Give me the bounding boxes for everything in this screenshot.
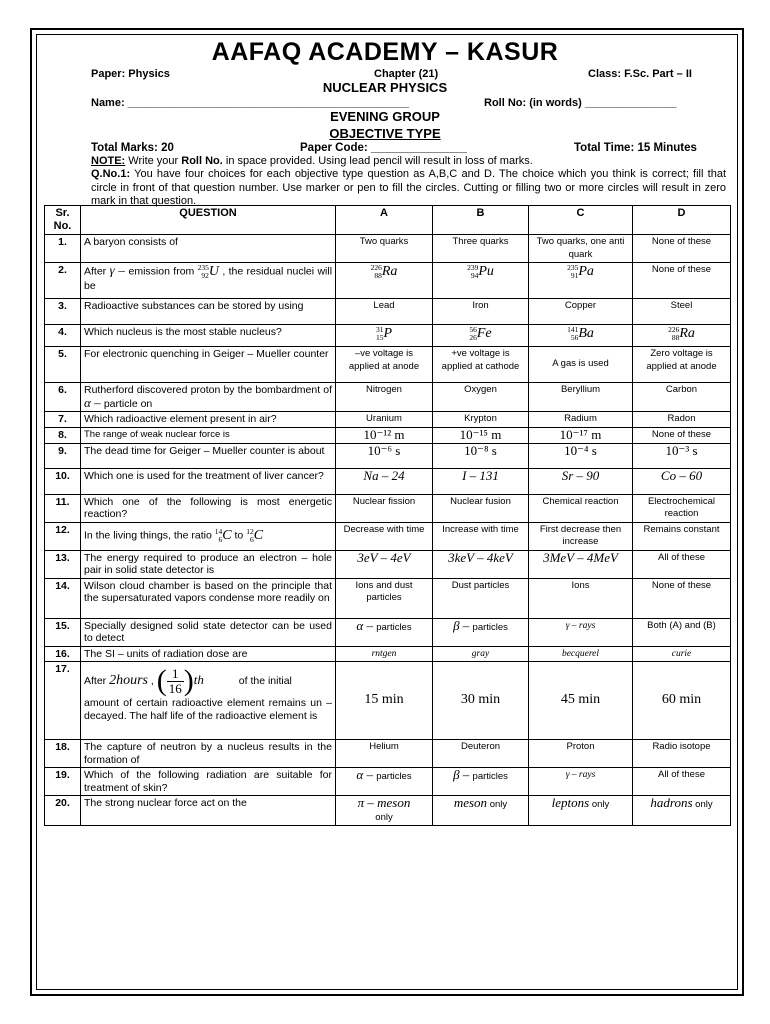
option-b[interactable]: Krypton bbox=[433, 412, 529, 428]
header-a: A bbox=[336, 206, 433, 235]
option-c[interactable]: leptons only bbox=[529, 796, 633, 826]
table-row bbox=[45, 768, 731, 796]
question-number: 19. bbox=[45, 768, 81, 796]
option-a[interactable]: α – particles bbox=[336, 618, 433, 646]
questions-table bbox=[44, 205, 731, 826]
option-d[interactable]: All of these bbox=[633, 768, 731, 796]
option-d[interactable]: hadrons only bbox=[633, 796, 731, 826]
academy-title: AAFAQ ACADEMY – KASUR bbox=[211, 38, 559, 66]
question-number: 17. bbox=[45, 662, 81, 740]
question-number: 10. bbox=[45, 468, 81, 494]
note-label: NOTE: bbox=[91, 155, 126, 167]
header-c: C bbox=[529, 206, 633, 235]
group-label: EVENING GROUP bbox=[330, 109, 440, 124]
option-b[interactable]: Oxygen bbox=[433, 383, 529, 412]
option-d[interactable]: All of these bbox=[633, 550, 731, 578]
table-row bbox=[45, 468, 731, 494]
question-number: 7. bbox=[45, 412, 81, 428]
question-number: 4. bbox=[45, 325, 81, 347]
question-text: Which one is used for the treatment of liver cancer? bbox=[81, 468, 336, 494]
header-sr-no: Sr. No. bbox=[45, 206, 81, 235]
table-row bbox=[45, 578, 731, 618]
question-text: Which one of the following is most energetic reaction? bbox=[81, 494, 336, 522]
question-text: Which nucleus is the most stable nucleus? bbox=[81, 325, 336, 347]
option-b[interactable]: 3keV – 4keV bbox=[433, 550, 529, 578]
option-a[interactable]: α – particles bbox=[336, 768, 433, 796]
option-a[interactable]: 226 88Ra bbox=[336, 263, 433, 299]
option-b[interactable]: Increase with time bbox=[433, 522, 529, 550]
question-text: The dead time for Geiger – Mueller counter is about bbox=[81, 443, 336, 468]
option-b[interactable]: Deuteron bbox=[433, 740, 529, 768]
option-b[interactable]: 56 26Fe bbox=[433, 325, 529, 347]
option-c[interactable]: Beryllium bbox=[529, 383, 633, 412]
option-b[interactable]: Nuclear fusion bbox=[433, 494, 529, 522]
option-a[interactable]: Ions and dust particles bbox=[336, 578, 433, 618]
total-time: Total Time: 15 Minutes bbox=[574, 142, 697, 154]
option-c[interactable]: 3MeV – 4MeV bbox=[529, 550, 633, 578]
question-number: 6. bbox=[45, 383, 81, 412]
option-b[interactable]: gray bbox=[433, 646, 529, 662]
option-d[interactable]: 226 88Ra bbox=[633, 325, 731, 347]
header-d: D bbox=[633, 206, 731, 235]
table-row bbox=[45, 299, 731, 325]
option-a[interactable]: Lead bbox=[336, 299, 433, 325]
question-number: 18. bbox=[45, 740, 81, 768]
question-number: 13. bbox=[45, 550, 81, 578]
question-number: 3. bbox=[45, 299, 81, 325]
option-d[interactable]: Radio isotope bbox=[633, 740, 731, 768]
chapter-name: NUCLEAR PHYSICS bbox=[322, 80, 448, 95]
question-label: Q.No.1: bbox=[91, 168, 131, 180]
question-text: The energy required to produce an electron – hole pair in solid state detector is bbox=[81, 550, 336, 578]
option-a[interactable]: Nitrogen bbox=[336, 383, 433, 412]
option-a[interactable]: π – meson only bbox=[336, 796, 433, 826]
option-d[interactable]: None of these bbox=[633, 578, 731, 618]
type-label: OBJECTIVE TYPE bbox=[329, 126, 441, 141]
question-text: In the living things, the ratio 14 6C to 12 6C bbox=[81, 522, 336, 550]
table-row bbox=[45, 412, 731, 428]
option-c[interactable]: Chemical reaction bbox=[529, 494, 633, 522]
question-number: 1. bbox=[45, 235, 81, 263]
option-b[interactable]: 10⁻⁸ s bbox=[433, 443, 529, 468]
question-number: 16. bbox=[45, 646, 81, 662]
question-text: The range of weak nuclear force is bbox=[81, 427, 336, 443]
table-row bbox=[45, 740, 731, 768]
option-d[interactable]: 10⁻³ s bbox=[633, 443, 731, 468]
question-text: Radioactive substances can be stored by using bbox=[81, 299, 336, 325]
option-b[interactable]: Iron bbox=[433, 299, 529, 325]
table-row bbox=[45, 522, 731, 550]
table-row bbox=[45, 494, 731, 522]
option-a[interactable]: Uranium bbox=[336, 412, 433, 428]
option-c[interactable]: 45 min bbox=[529, 662, 633, 740]
option-d[interactable]: None of these bbox=[633, 427, 731, 443]
table-row bbox=[45, 325, 731, 347]
table-row bbox=[45, 796, 731, 826]
option-c[interactable]: 10⁻⁴ s bbox=[529, 443, 633, 468]
option-d[interactable]: Radon bbox=[633, 412, 731, 428]
question-number: 15. bbox=[45, 618, 81, 646]
option-c[interactable]: 235 91Pa bbox=[529, 263, 633, 299]
table-row bbox=[45, 443, 731, 468]
table-row bbox=[45, 662, 731, 740]
option-c[interactable]: γ – rays bbox=[529, 618, 633, 646]
table-row bbox=[45, 550, 731, 578]
option-d[interactable]: Co – 60 bbox=[633, 468, 731, 494]
option-c[interactable]: Copper bbox=[529, 299, 633, 325]
question-text: After γ – emission from 235 92U , the residual nuclei will be bbox=[81, 263, 336, 299]
paper-code-field[interactable]: Paper Code: _______________ bbox=[300, 142, 467, 154]
option-d[interactable]: Carbon bbox=[633, 383, 731, 412]
option-d[interactable]: 60 min bbox=[633, 662, 731, 740]
option-b[interactable]: β – particles bbox=[433, 768, 529, 796]
option-a[interactable]: 31 15P bbox=[336, 325, 433, 347]
option-d[interactable]: Zero voltage is applied at anode bbox=[633, 347, 731, 383]
table-row bbox=[45, 427, 731, 443]
option-a[interactable]: –ve voltage is applied at anode bbox=[336, 347, 433, 383]
option-d[interactable]: Steel bbox=[633, 299, 731, 325]
option-b[interactable]: I – 131 bbox=[433, 468, 529, 494]
option-b[interactable]: 30 min bbox=[433, 662, 529, 740]
class-label: Class: F.Sc. Part – II bbox=[588, 68, 692, 80]
option-c[interactable]: 10⁻¹⁷ m bbox=[529, 427, 633, 443]
table-row bbox=[45, 646, 731, 662]
name-field[interactable]: Name: ______________________________________________ bbox=[91, 97, 410, 109]
question-text: Wilson cloud chamber is based on the principle that the supersaturated vapors condense more readily on bbox=[81, 578, 336, 618]
option-b[interactable]: 10⁻¹⁵ m bbox=[433, 427, 529, 443]
question-text: Which radioactive element present in air? bbox=[81, 412, 336, 428]
question-text: Rutherford discovered proton by the bombardment of α – particle on bbox=[81, 383, 336, 412]
option-a[interactable]: rntgen bbox=[336, 646, 433, 662]
option-b[interactable]: Dust particles bbox=[433, 578, 529, 618]
option-d[interactable]: Electrochemical reaction bbox=[633, 494, 731, 522]
option-a[interactable]: 10⁻⁶ s bbox=[336, 443, 433, 468]
question-number: 9. bbox=[45, 443, 81, 468]
option-d[interactable]: Both (A) and (B) bbox=[633, 618, 731, 646]
question-text: Specially designed solid state detector can be used to detect bbox=[81, 618, 336, 646]
option-d[interactable]: curie bbox=[633, 646, 731, 662]
option-b[interactable]: 239 94Pu bbox=[433, 263, 529, 299]
question-number: 12. bbox=[45, 522, 81, 550]
question-text: Which of the following radiation are suitable for treatment of skin? bbox=[81, 768, 336, 796]
table-row bbox=[45, 383, 731, 412]
option-d[interactable]: None of these bbox=[633, 235, 731, 263]
paper-label: Paper: Physics bbox=[91, 68, 170, 80]
option-a[interactable]: Na – 24 bbox=[336, 468, 433, 494]
option-c[interactable]: 141 56Ba bbox=[529, 325, 633, 347]
option-a[interactable]: 15 min bbox=[336, 662, 433, 740]
question-text: The strong nuclear force act on the bbox=[81, 796, 336, 826]
chapter-label: Chapter (21) bbox=[374, 68, 439, 80]
option-c[interactable]: Ions bbox=[529, 578, 633, 618]
question-text: A baryon consists of bbox=[81, 235, 336, 263]
option-a[interactable]: Decrease with time bbox=[336, 522, 433, 550]
option-a[interactable]: 3eV – 4eV bbox=[336, 550, 433, 578]
option-d[interactable]: Remains constant bbox=[633, 522, 731, 550]
option-a[interactable]: Helium bbox=[336, 740, 433, 768]
option-c[interactable]: γ – rays bbox=[529, 768, 633, 796]
header-b: B bbox=[433, 206, 529, 235]
instructions: Q.No.1: You have four choices for each objective type question as A,B,C and D. The choice which you think is correct; fill that circle in front of that question number. Use marker or pen to fill the circles. Cutting or filling two or more circles will result in zero mark in that question. bbox=[91, 168, 726, 207]
question-number: 5. bbox=[45, 347, 81, 383]
table-header-row bbox=[45, 206, 731, 235]
question-text: The capture of neutron by a nucleus results in the formation of bbox=[81, 740, 336, 768]
roll-number-field[interactable]: Roll No: (in words) _______________ bbox=[484, 97, 677, 109]
table-row bbox=[45, 235, 731, 263]
option-c[interactable]: Radium bbox=[529, 412, 633, 428]
question-number: 20. bbox=[45, 796, 81, 826]
option-c[interactable]: Sr – 90 bbox=[529, 468, 633, 494]
option-a[interactable]: 10⁻¹² m bbox=[336, 427, 433, 443]
header-question: QUESTION bbox=[81, 206, 336, 235]
question-number: 8. bbox=[45, 427, 81, 443]
question-number: 11. bbox=[45, 494, 81, 522]
table-row bbox=[45, 618, 731, 646]
option-c[interactable]: First decrease then increase bbox=[529, 522, 633, 550]
note-line: NOTE: Write your Roll No. in space provided. Using lead pencil will result in loss of marks. bbox=[91, 155, 533, 167]
question-number: 2. bbox=[45, 263, 81, 299]
question-text: After 2hours , ( $\frac{1}{16}$ )th of the initial amount of certain radioactive element remains un – decayed. The half life of the radioactive element is bbox=[81, 662, 336, 740]
total-marks: Total Marks: 20 bbox=[91, 142, 174, 154]
option-d[interactable]: None of these bbox=[633, 263, 731, 299]
table-row bbox=[45, 347, 731, 383]
question-text: For electronic quenching in Geiger – Mueller counter bbox=[81, 347, 336, 383]
option-c[interactable]: Two quarks, one anti quark bbox=[529, 235, 633, 263]
option-a[interactable]: Two quarks bbox=[336, 235, 433, 263]
option-b[interactable]: β – particles bbox=[433, 618, 529, 646]
option-a[interactable]: Nuclear fission bbox=[336, 494, 433, 522]
option-b[interactable]: +ve voltage is applied at cathode bbox=[433, 347, 529, 383]
question-number: 14. bbox=[45, 578, 81, 618]
option-b[interactable]: Three quarks bbox=[433, 235, 529, 263]
question-text: The SI – units of radiation dose are bbox=[81, 646, 336, 662]
table-row bbox=[45, 263, 731, 299]
option-c[interactable]: becquerel bbox=[529, 646, 633, 662]
option-c[interactable]: A gas is used bbox=[529, 347, 633, 383]
option-c[interactable]: Proton bbox=[529, 740, 633, 768]
option-b[interactable]: meson only bbox=[433, 796, 529, 826]
